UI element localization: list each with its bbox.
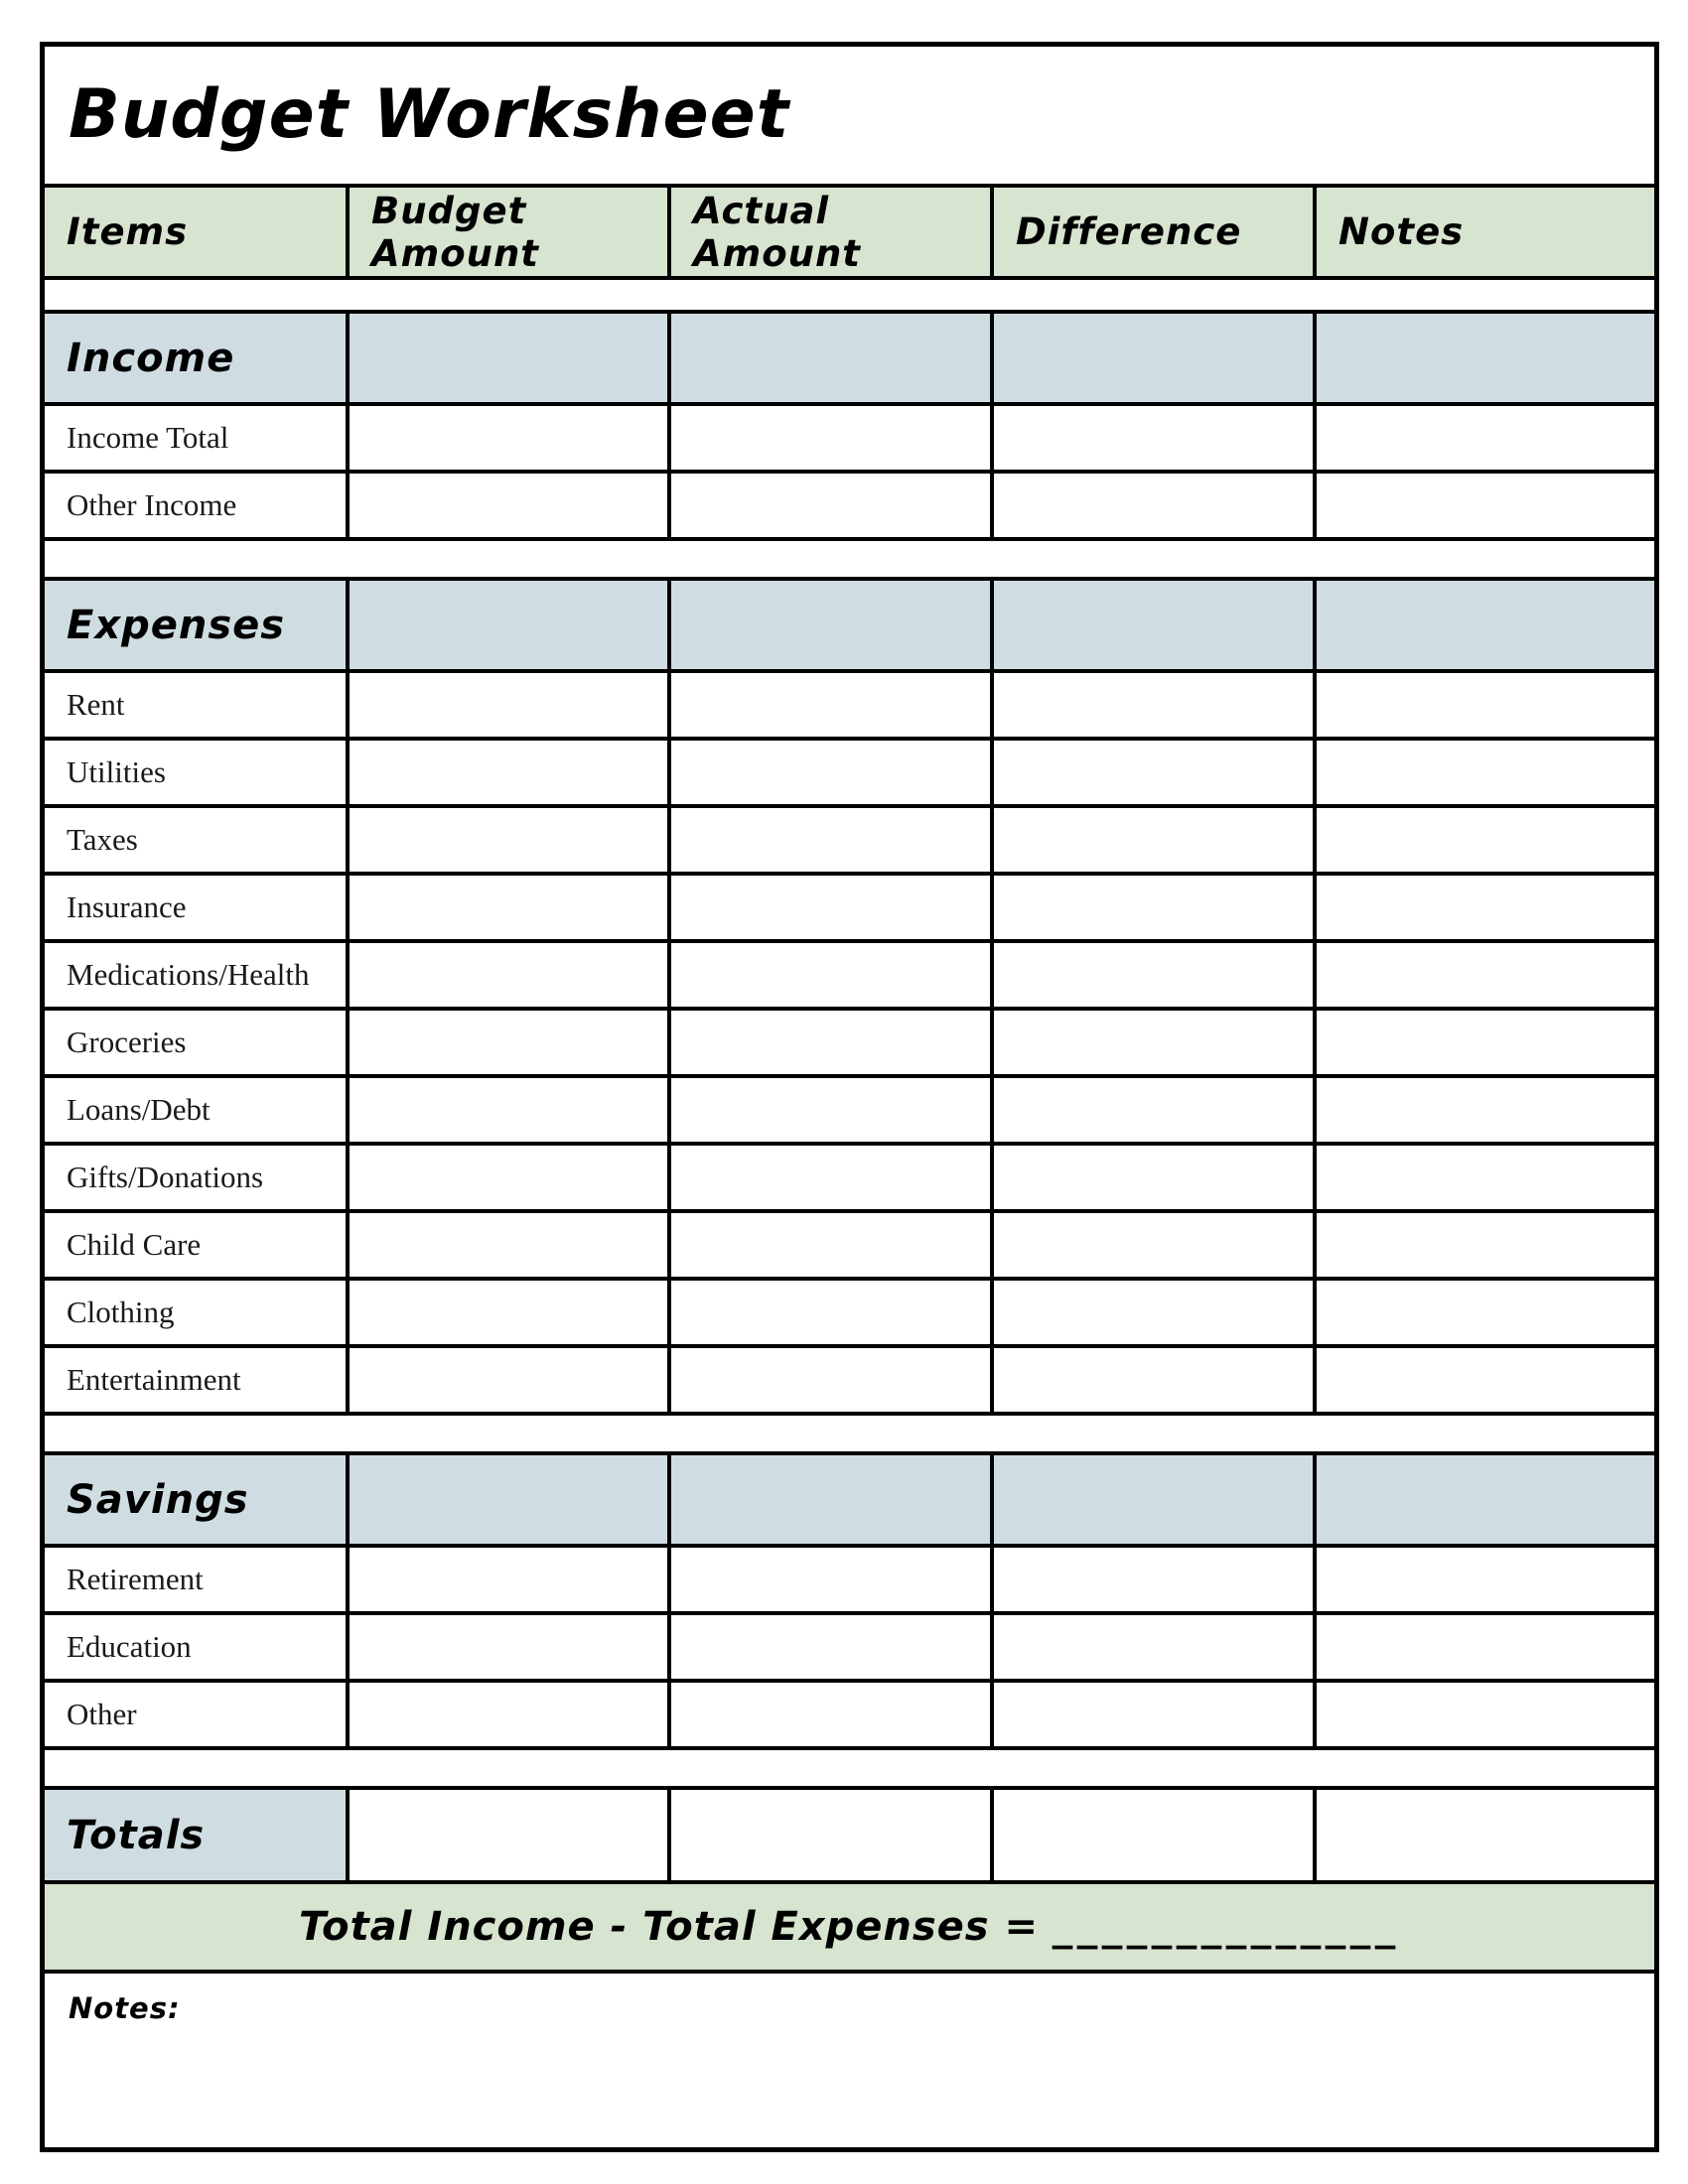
totals-row: [45, 1790, 1654, 1884]
row-label: Utilities: [45, 741, 350, 804]
blank-cell-budget-amount: [350, 1078, 671, 1142]
summary-label: Total Income - Total Expenses =: [298, 1904, 1040, 1950]
blank-cell-budget-amount: [350, 474, 671, 537]
blank-cell-budget-amount: [350, 943, 671, 1007]
column-header-row: [45, 188, 1654, 280]
blank-cell-notes: [1317, 1615, 1654, 1679]
table-row-loans-debt: [45, 1078, 1654, 1146]
section-header-label: Expenses: [45, 581, 350, 669]
blank-cell-actual-amount: [671, 1146, 994, 1209]
section-header-label: Savings: [45, 1455, 350, 1544]
table-row-income-total: [45, 406, 1654, 474]
blank-cell-notes: [1317, 1790, 1654, 1880]
blank-cell-actual-amount: [671, 474, 994, 537]
blank-cell-difference: [994, 1790, 1317, 1880]
blank-cell-actual-amount: [671, 1281, 994, 1344]
section-cell-actual-amount: [671, 1455, 994, 1544]
blank-cell-difference: [994, 1615, 1317, 1679]
blank-cell-budget-amount: [350, 1348, 671, 1412]
header-cell-notes: Notes: [1338, 210, 1465, 253]
blank-cell-actual-amount: [671, 673, 994, 737]
spacer-row: [45, 280, 1654, 314]
blank-cell-difference: [994, 808, 1317, 872]
section-cell-budget-amount: [350, 1455, 671, 1544]
blank-cell-budget-amount: [350, 741, 671, 804]
blank-cell-actual-amount: [671, 1615, 994, 1679]
table-row-other: [45, 1683, 1654, 1750]
worksheet-frame: [40, 42, 1659, 2152]
blank-cell-difference: [994, 876, 1317, 939]
blank-cell-budget-amount: [350, 1790, 671, 1880]
section-header-label: Income: [45, 314, 350, 402]
blank-cell-budget-amount: [350, 876, 671, 939]
blank-cell-difference: [994, 1281, 1317, 1344]
section-header-income: [45, 314, 1654, 406]
blank-cell-actual-amount: [671, 1683, 994, 1746]
row-label: Loans/Debt: [45, 1078, 350, 1142]
blank-cell-difference: [994, 1348, 1317, 1412]
row-label: Retirement: [45, 1548, 350, 1611]
blank-cell-difference: [994, 406, 1317, 470]
table-sections: [45, 280, 1654, 1750]
section-cell-actual-amount: [671, 314, 994, 402]
spacer-row: [45, 541, 1654, 581]
blank-cell-actual-amount: [671, 1078, 994, 1142]
row-label: Child Care: [45, 1213, 350, 1277]
row-label: Rent: [45, 673, 350, 737]
row-label: Insurance: [45, 876, 350, 939]
table-row-groceries: [45, 1011, 1654, 1078]
blank-cell-notes: [1317, 1011, 1654, 1074]
blank-cell-actual-amount: [671, 1348, 994, 1412]
blank-cell-difference: [994, 1683, 1317, 1746]
blank-cell-difference: [994, 943, 1317, 1007]
header-cell-budget-amount: Budget Amount: [350, 188, 671, 276]
blank-cell-actual-amount: [671, 1213, 994, 1277]
row-label: Gifts/Donations: [45, 1146, 350, 1209]
blank-cell-notes: [1317, 876, 1654, 939]
blank-cell-actual-amount: [671, 943, 994, 1007]
section-cell-notes: [1317, 1455, 1654, 1544]
blank-cell-budget-amount: [350, 1146, 671, 1209]
header-cell-actual-amount: Actual Amount: [671, 188, 994, 276]
blank-cell-notes: [1317, 1348, 1654, 1412]
blank-cell-notes: [1317, 474, 1654, 537]
summary-row: [45, 1884, 1654, 1974]
table-row-medications-health: [45, 943, 1654, 1011]
blank-cell-notes: [1317, 1281, 1654, 1344]
blank-cell-notes: [1317, 943, 1654, 1007]
section-cell-difference: [994, 1455, 1317, 1544]
row-label: Medications/Health: [45, 943, 350, 1007]
blank-cell-difference: [994, 1078, 1317, 1142]
row-label: Education: [45, 1615, 350, 1679]
section-header-savings: [45, 1455, 1654, 1548]
row-label: Clothing: [45, 1281, 350, 1344]
table-row-taxes: [45, 808, 1654, 876]
section-cell-notes: [1317, 581, 1654, 669]
table-row-child-care: [45, 1213, 1654, 1281]
blank-cell-notes: [1317, 808, 1654, 872]
notes-box: [45, 1974, 1654, 2147]
totals-header-label: Totals: [45, 1790, 350, 1880]
blank-cell-difference: [994, 673, 1317, 737]
row-label: Income Total: [45, 406, 350, 470]
notes-label: Notes:: [69, 1991, 181, 2025]
blank-cell-budget-amount: [350, 673, 671, 737]
table-row-retirement: [45, 1548, 1654, 1615]
spacer-row: [45, 1750, 1654, 1790]
page-title: Budget Worksheet: [69, 75, 790, 154]
blank-cell-budget-amount: [350, 1011, 671, 1074]
table-row-clothing: [45, 1281, 1654, 1348]
spacer-row: [45, 1416, 1654, 1455]
row-label: Entertainment: [45, 1348, 350, 1412]
blank-cell-difference: [994, 1011, 1317, 1074]
row-label: Groceries: [45, 1011, 350, 1074]
table-row-gifts-donations: [45, 1146, 1654, 1213]
header-cell-items: Items: [45, 188, 350, 276]
blank-cell-budget-amount: [350, 1615, 671, 1679]
blank-cell-difference: [994, 741, 1317, 804]
blank-cell-notes: [1317, 1078, 1654, 1142]
blank-cell-notes: [1317, 1146, 1654, 1209]
blank-cell-difference: [994, 1213, 1317, 1277]
row-label: Other Income: [45, 474, 350, 537]
table-row-education: [45, 1615, 1654, 1683]
blank-cell-budget-amount: [350, 1548, 671, 1611]
blank-cell-notes: [1317, 1213, 1654, 1277]
section-cell-budget-amount: [350, 314, 671, 402]
section-cell-budget-amount: [350, 581, 671, 669]
blank-cell-actual-amount: [671, 808, 994, 872]
blank-cell-actual-amount: [671, 876, 994, 939]
table-row-other-income: [45, 474, 1654, 541]
header-cell-difference: Difference: [994, 188, 1317, 276]
section-header-expenses: [45, 581, 1654, 673]
section-cell-notes: [1317, 314, 1654, 402]
blank-cell-actual-amount: [671, 741, 994, 804]
blank-cell-notes: [1317, 1548, 1654, 1611]
row-label: Taxes: [45, 808, 350, 872]
blank-cell-difference: [994, 1548, 1317, 1611]
title-box: [45, 47, 1654, 188]
table-row-entertainment: [45, 1348, 1654, 1416]
blank-cell-notes: [1317, 673, 1654, 737]
row-label: Other: [45, 1683, 350, 1746]
blank-cell-actual-amount: [671, 1011, 994, 1074]
blank-cell-actual-amount: [671, 1548, 994, 1611]
section-cell-difference: [994, 581, 1317, 669]
blank-cell-budget-amount: [350, 406, 671, 470]
summary-blank-line: ______________: [1053, 1904, 1401, 1950]
blank-cell-budget-amount: [350, 1213, 671, 1277]
blank-cell-budget-amount: [350, 808, 671, 872]
blank-cell-notes: [1317, 741, 1654, 804]
blank-cell-notes: [1317, 1683, 1654, 1746]
table-row-utilities: [45, 741, 1654, 808]
blank-cell-actual-amount: [671, 406, 994, 470]
blank-cell-budget-amount: [350, 1281, 671, 1344]
blank-cell-actual-amount: [671, 1790, 994, 1880]
section-cell-actual-amount: [671, 581, 994, 669]
blank-cell-notes: [1317, 406, 1654, 470]
blank-cell-budget-amount: [350, 1683, 671, 1746]
table-row-rent: [45, 673, 1654, 741]
table-row-insurance: [45, 876, 1654, 943]
blank-cell-difference: [994, 474, 1317, 537]
blank-cell-difference: [994, 1146, 1317, 1209]
section-cell-difference: [994, 314, 1317, 402]
